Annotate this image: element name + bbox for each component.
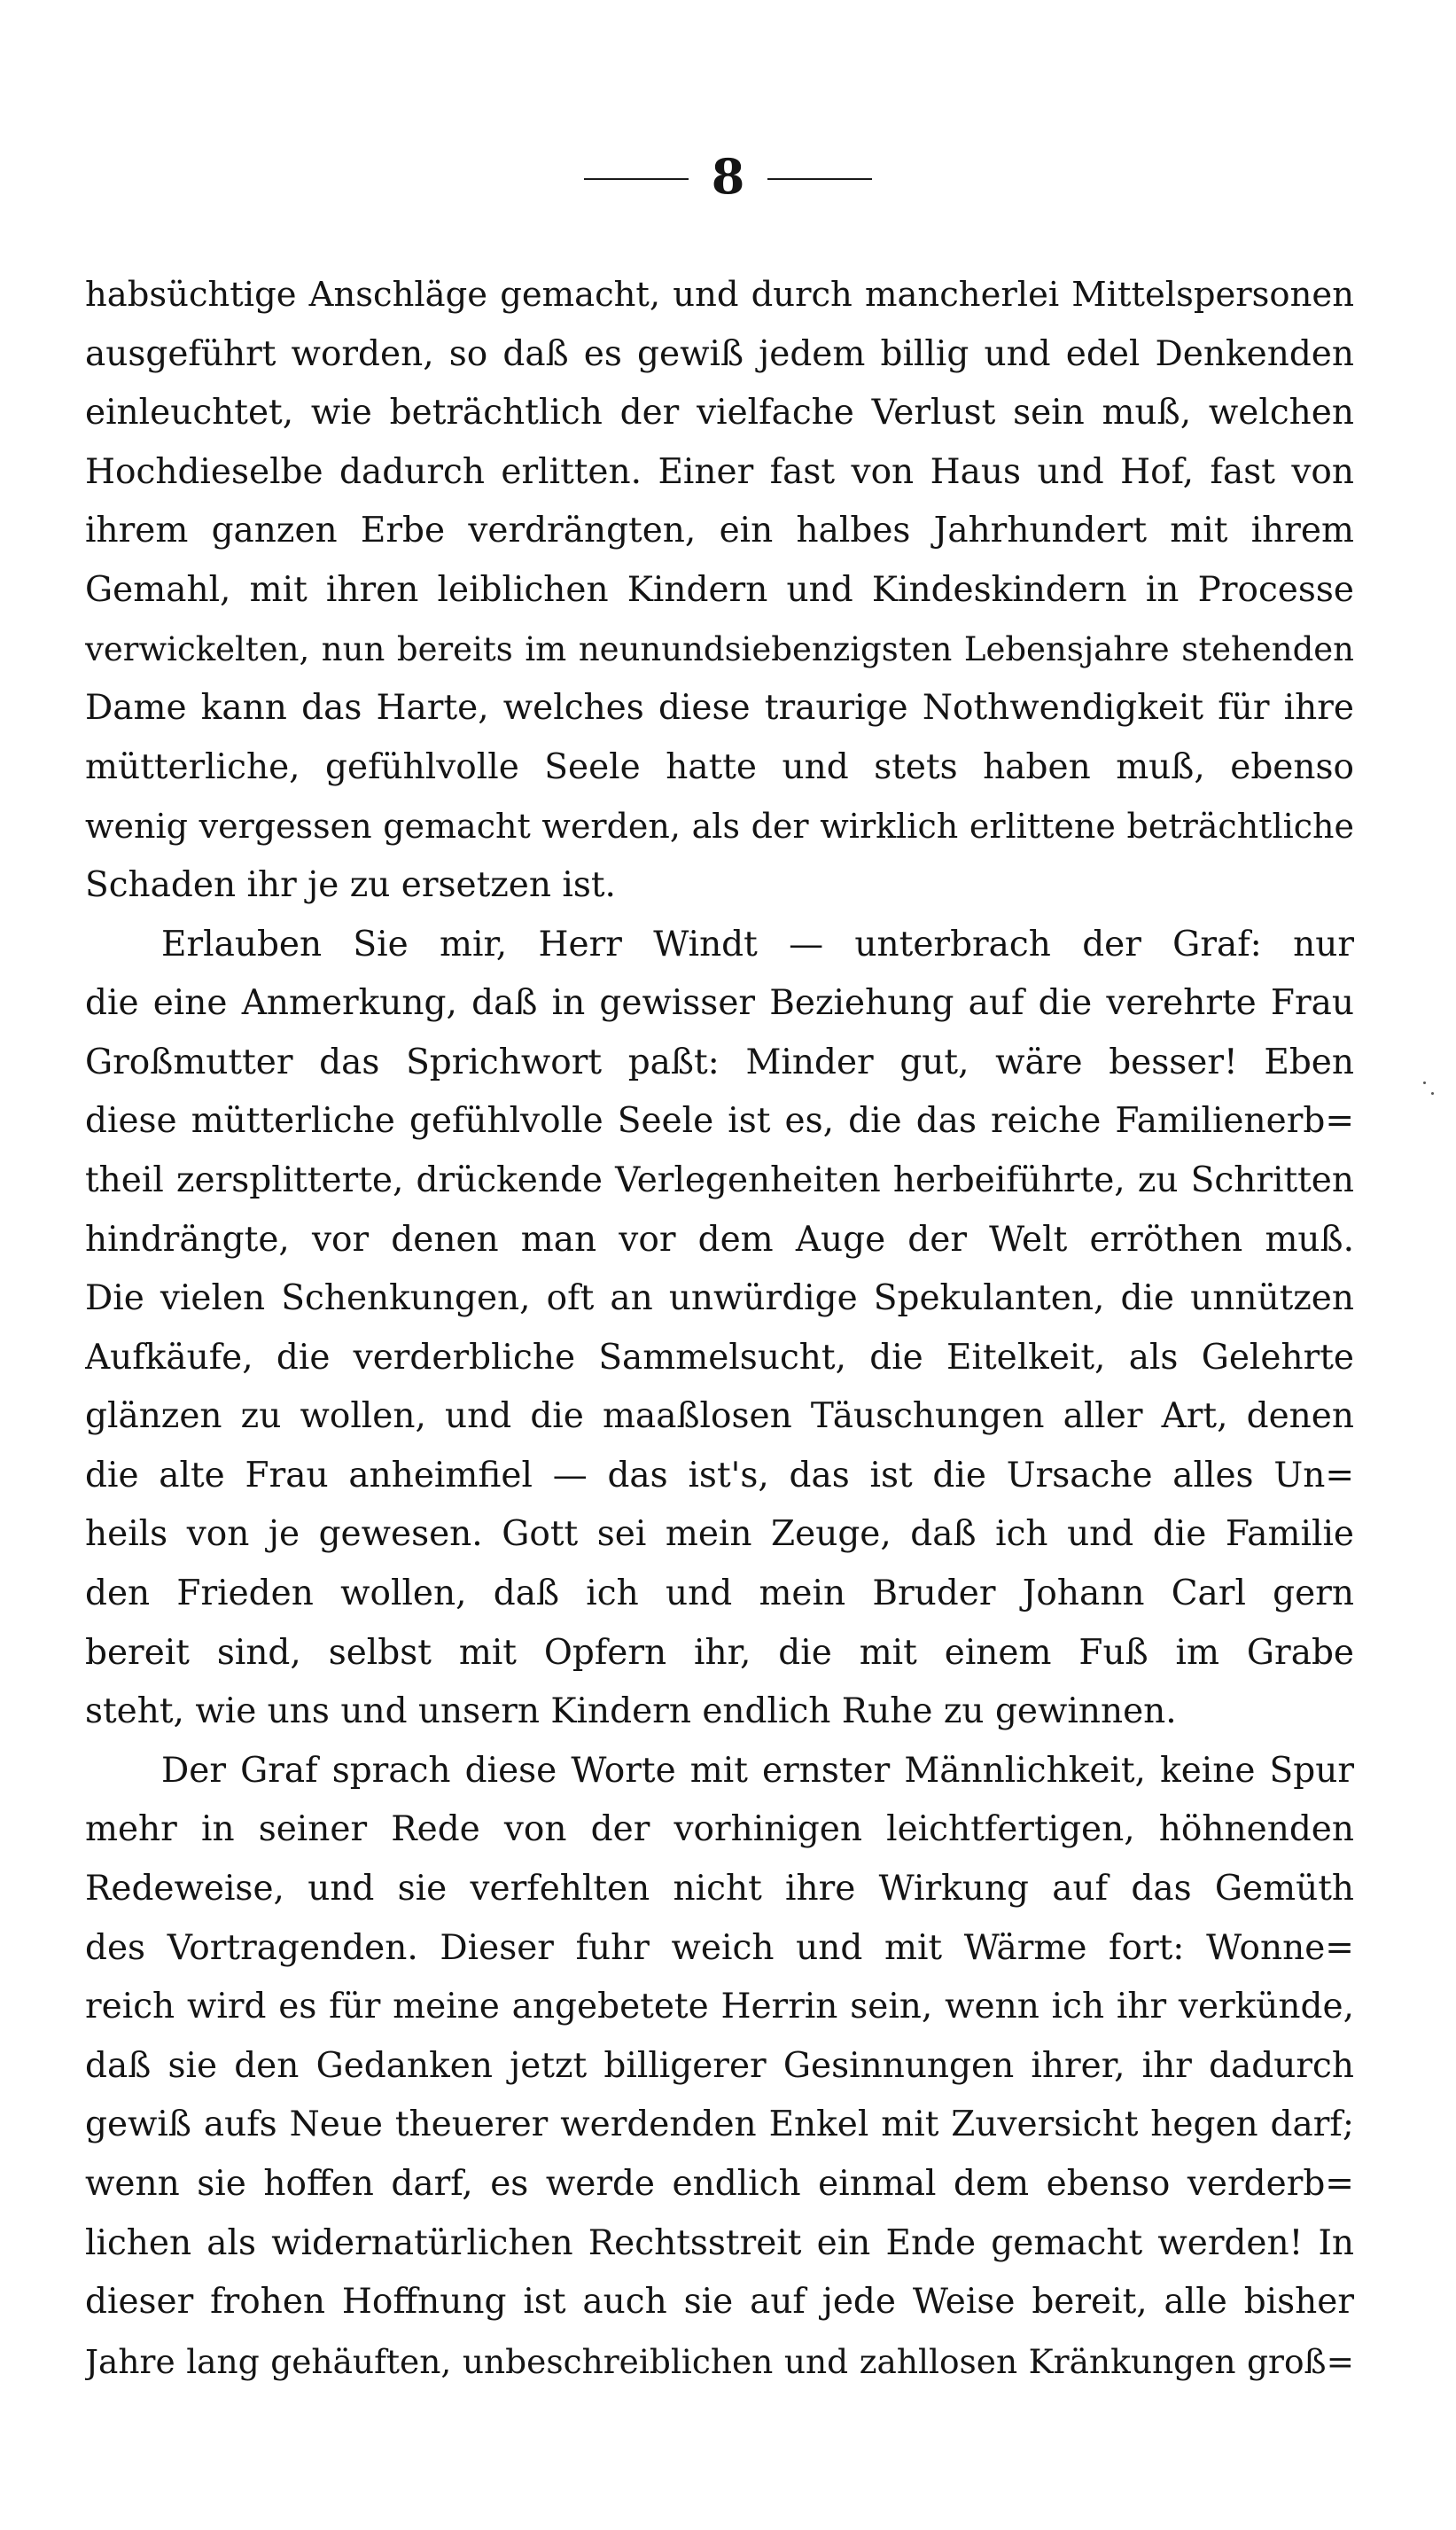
paragraph-1 bbox=[85, 266, 1354, 916]
text-line: mehr in seiner Rede von der vorhinigen leichtfertigen, höhnenden bbox=[85, 1809, 1354, 1850]
text-line: dieser frohen Hoffnung ist auch sie auf jede Weise bereit, alle bisher bbox=[85, 2282, 1354, 2323]
text-line: Der Graf sprach diese Worte mit ernster Männlichkeit, keine Spur bbox=[161, 1750, 1354, 1791]
text-line: Schaden ihr je zu ersetzen ist. bbox=[85, 864, 616, 905]
text-line: den Frieden wollen, daß ich und mein Bruder Johann Carl gern bbox=[85, 1573, 1354, 1614]
text-line: diese mütterliche gefühlvolle Seele ist es, die das reiche Familienerb= bbox=[85, 1101, 1354, 1142]
text-line: wenn sie hoffen darf, es werde endlich einmal dem ebenso verderb= bbox=[85, 2164, 1354, 2204]
header-rule-right bbox=[767, 178, 872, 180]
text-line: theil zersplitterte, drückende Verlegenheiten herbeiführte, zu Schritten bbox=[85, 1160, 1354, 1200]
text-line: habsüchtige Anschläge gemacht, und durch mancherlei Mittelspersonen bbox=[85, 275, 1354, 315]
text-line: des Vortragenden. Dieser fuhr weich und mit Wärme fort: Wonne= bbox=[85, 1927, 1354, 1968]
text-line: Die vielen Schenkungen, oft an unwürdige Spekulanten, die unnützen bbox=[85, 1278, 1354, 1319]
text-line: verwickelten, nun bereits im neunundsiebenzigsten Lebensjahre stehenden bbox=[85, 629, 1354, 668]
text-line: daß sie den Gedanken jetzt billigerer Gesinnungen ihrer, ihr dadurch bbox=[85, 2045, 1354, 2086]
text-line: Hochdieselbe dadurch erlitten. Einer fast von Haus und Hof, fast von bbox=[85, 451, 1354, 492]
text-line: glänzen zu wollen, und die maaßlosen Täuschungen aller Art, denen bbox=[85, 1396, 1354, 1437]
text-line: Aufkäufe, die verderbliche Sammelsucht, die Eitelkeit, als Gelehrte bbox=[85, 1337, 1354, 1378]
text-line: Dame kann das Harte, welches diese traurige Nothwendigkeit für ihre bbox=[85, 688, 1354, 729]
text-line: Jahre lang gehäuften, unbeschreiblichen und zahllosen Kränkungen groß= bbox=[85, 2341, 1354, 2381]
text-line: lichen als widernatürlichen Rechtsstreit ein Ende gemacht werden! In bbox=[85, 2222, 1354, 2263]
text-line: heils von je gewesen. Gott sei mein Zeuge, daß ich und die Familie bbox=[85, 1514, 1354, 1555]
paragraph-3 bbox=[85, 1742, 1354, 2392]
text-line: ausgeführt worden, so daß es gewiß jedem billig und edel Denkenden bbox=[85, 333, 1354, 374]
text-line: hindrängte, vor denen man vor dem Auge der Welt erröthen muß. bbox=[85, 1219, 1354, 1260]
text-line: Erlauben Sie mir, Herr Windt — unterbrach der Graf: nur bbox=[161, 924, 1354, 964]
page-header bbox=[0, 148, 1456, 205]
text-line: steht, wie uns und unsern Kindern endlich Ruhe zu gewinnen. bbox=[85, 1691, 1177, 1732]
text-line: Großmutter das Sprichwort paßt: Minder gut, wäre besser! Eben bbox=[85, 1042, 1354, 1082]
text-line: Redeweise, und sie verfehlten nicht ihre Wirkung auf das Gemüth bbox=[85, 1869, 1354, 1909]
header-rule-left bbox=[584, 178, 689, 180]
text-line: reich wird es für meine angebetete Herrin sein, wenn ich ihr verkünde, bbox=[85, 1987, 1354, 2027]
text-line: die eine Anmerkung, daß in gewisser Beziehung auf die verehrte Frau bbox=[85, 983, 1354, 1024]
text-line: einleuchtet, wie beträchtlich der vielfache Verlust sein muß, welchen bbox=[85, 393, 1354, 433]
text-line: die alte Frau anheimfiel — das ist's, das ist die Ursache alles Un= bbox=[85, 1455, 1354, 1495]
text-line: gewiß aufs Neue theuerer werdenden Enkel mit Zuversicht hegen darf; bbox=[85, 2104, 1354, 2145]
print-specks bbox=[1423, 1081, 1436, 1099]
text-line: Gemahl, mit ihren leiblichen Kindern und Kindeskindern in Processe bbox=[85, 569, 1354, 610]
text-line: ihrem ganzen Erbe verdrängten, ein halbes Jahrhundert mit ihrem bbox=[85, 511, 1354, 551]
body-text bbox=[85, 266, 1354, 2391]
text-line: wenig vergessen gemacht werden, als der wirklich erlittene beträchtliche bbox=[85, 807, 1354, 847]
paragraph-2 bbox=[85, 916, 1354, 1742]
page-number: 8 bbox=[711, 148, 745, 205]
speck-mark bbox=[1423, 1081, 1426, 1084]
speck-mark bbox=[1431, 1092, 1434, 1095]
text-line: bereit sind, selbst mit Opfern ihr, die mit einem Fuß im Grabe bbox=[85, 1632, 1354, 1673]
text-line: mütterliche, gefühlvolle Seele hatte und stets haben muß, ebenso bbox=[85, 746, 1354, 787]
